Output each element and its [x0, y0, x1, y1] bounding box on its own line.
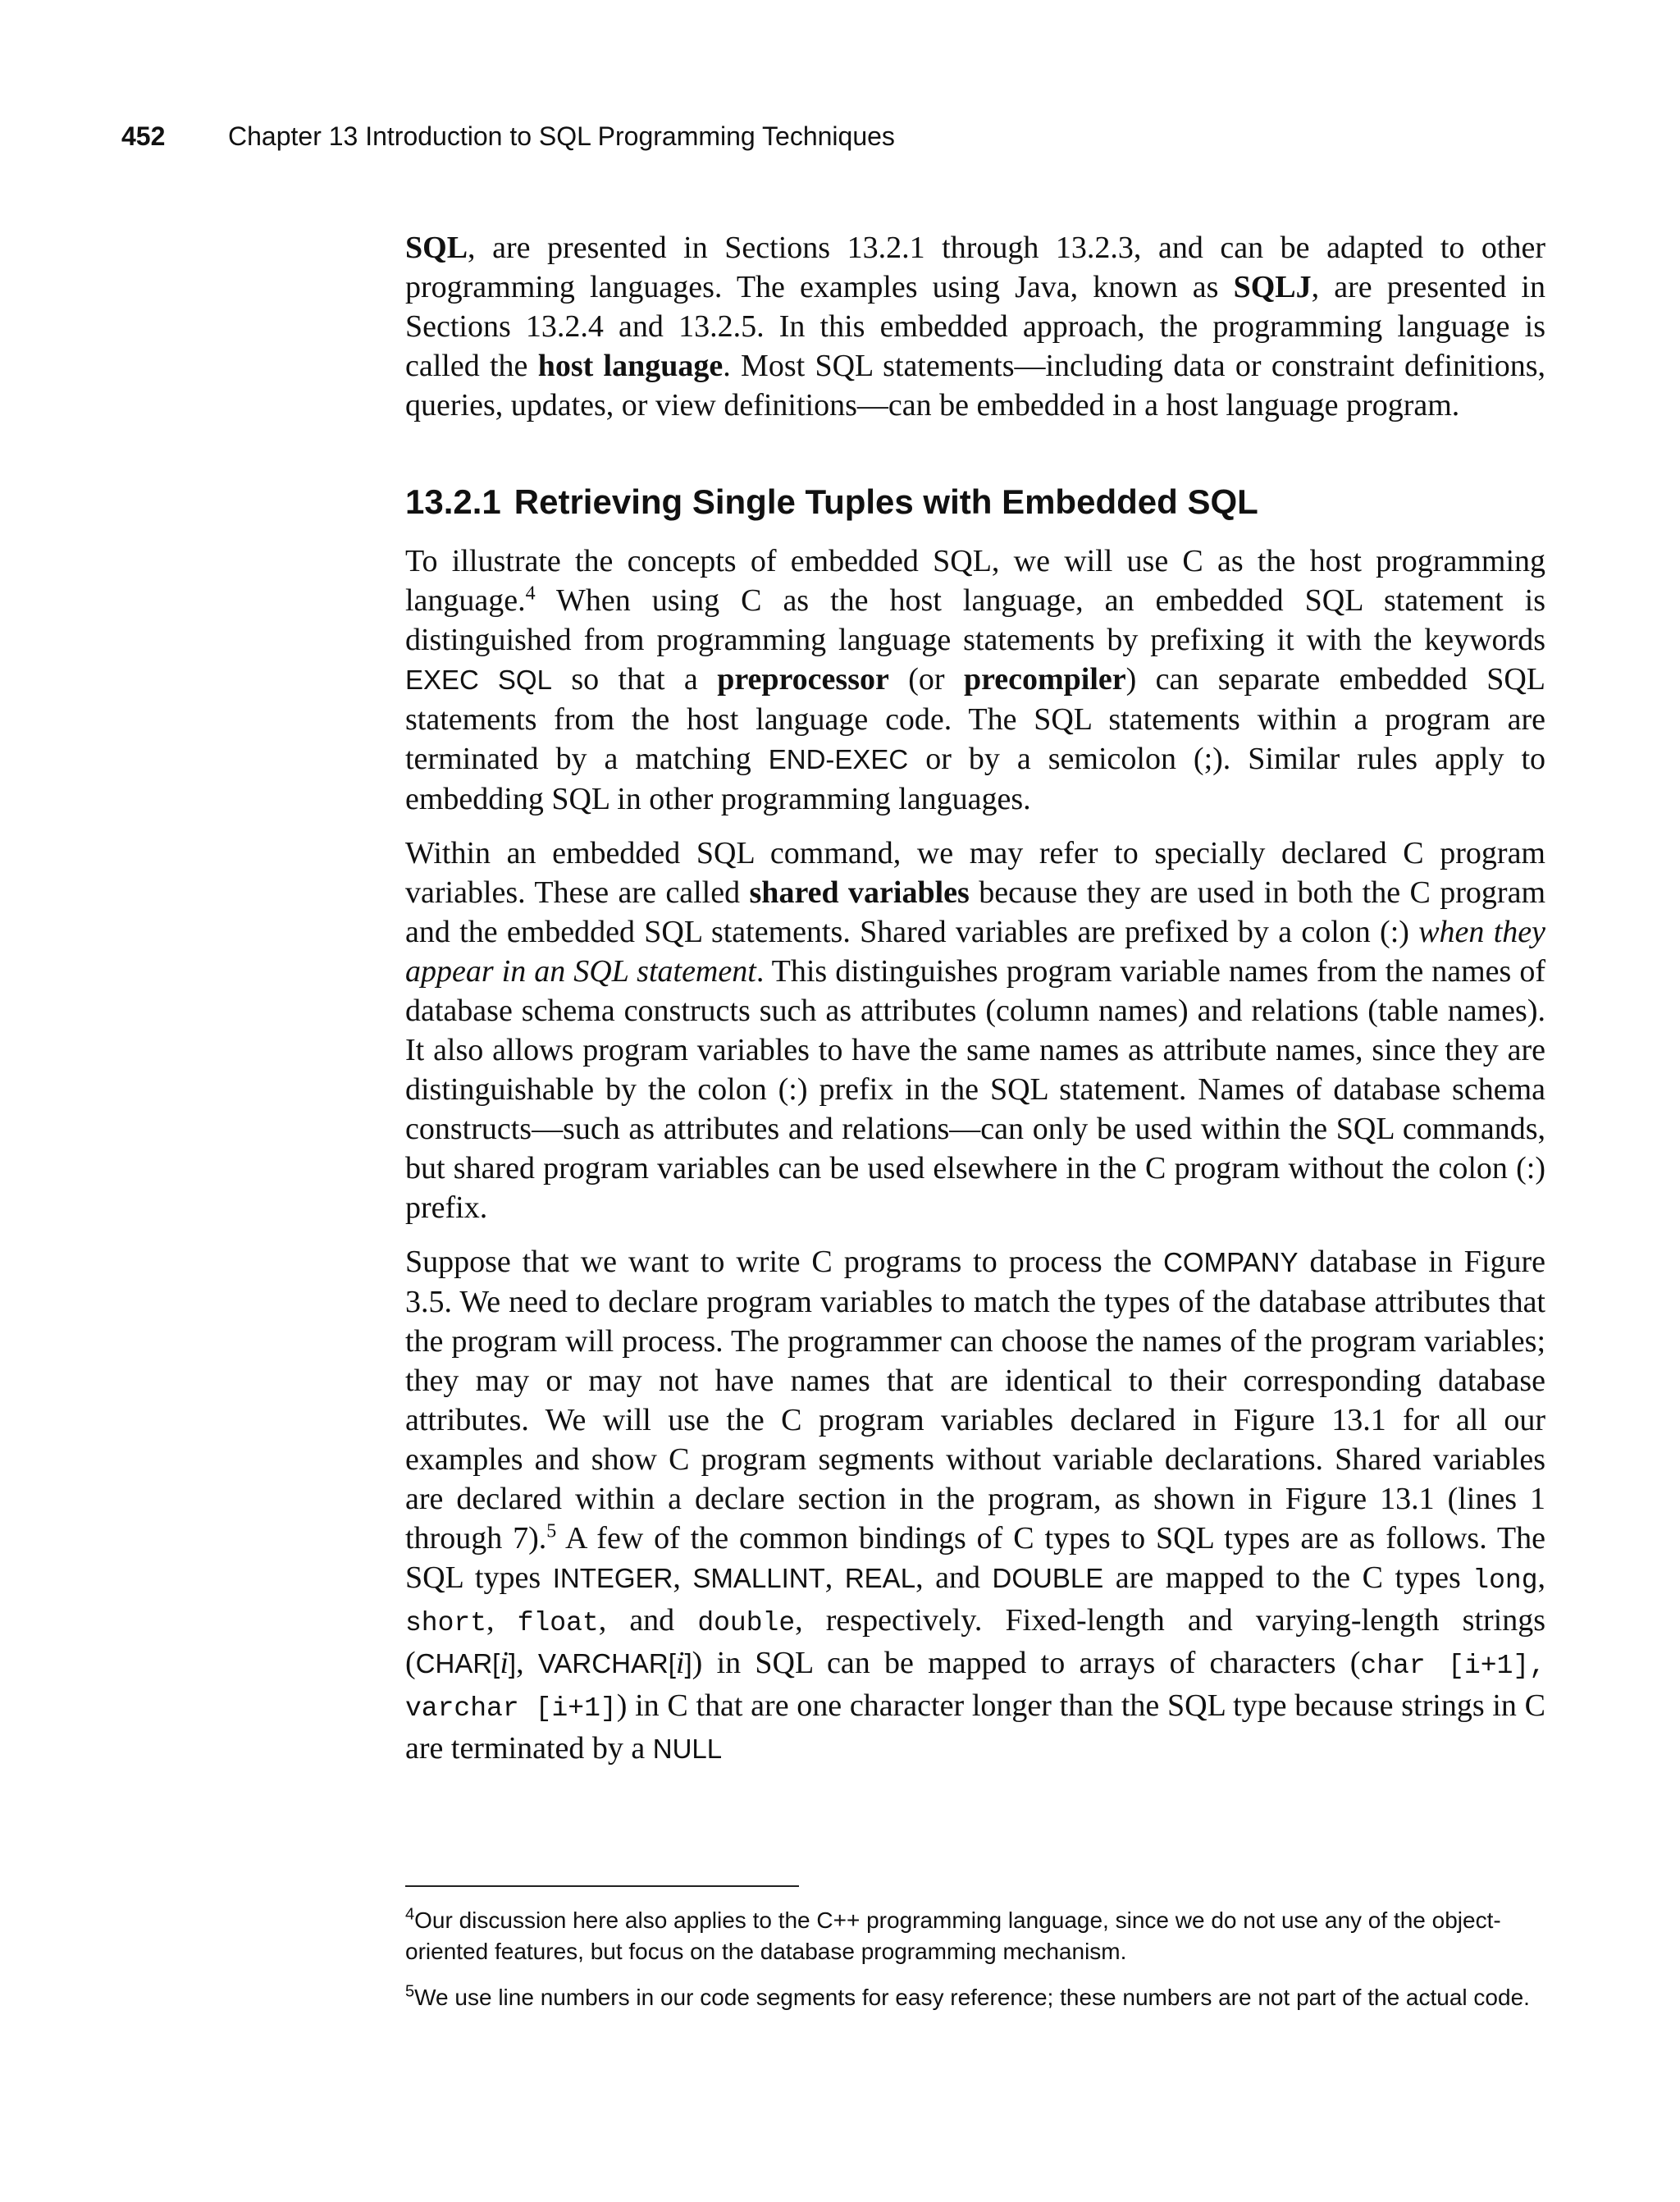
section-number: 13.2.1 — [405, 482, 501, 521]
text-run: database in Figure 3.5. We need to declare program variables to match the types of the database attributes that the program will process. The programmer can choose the names of the program variables; they may or may not have names that are identical to their corresponding database attributes. We will use the C program variables declared in Figure 13.1 for all our examples and show C program segments without variable declarations. Shared variables are declared within a declare section in the program, as shown in Figure 13.1 (lines 1 through 7). — [405, 1245, 1545, 1556]
text-run: (or — [888, 662, 964, 697]
footnote-mark: 4 — [405, 1905, 415, 1924]
text-run: because they are used in both the C program and the embedded SQL statements. Shared variables are prefixed by a colon (:) — [405, 875, 1546, 949]
text-run: Within an embedded SQL command, we may refer to specially declared C program variables. These are called — [405, 836, 1545, 910]
keyword-varchar: VARCHAR[ — [537, 1648, 676, 1679]
term-host-language: host language — [537, 349, 724, 383]
text-run: , — [1537, 1560, 1546, 1595]
keyword-exec-sql: EXEC SQL — [405, 665, 552, 695]
text-run: , are presented in Sections 13.2.4 and 13.2.5. In this embedded approach, the programming language is called the — [405, 270, 1545, 383]
text-run: , — [486, 1603, 518, 1638]
footnotes — [405, 1905, 1545, 2028]
text-run: or by a semicolon (;). Similar rules apply to embedding SQL in other programming languages. — [405, 742, 1546, 816]
text-run: are mapped to the C types — [1103, 1560, 1473, 1595]
page-number: 452 — [121, 121, 166, 151]
keyword-char-close: ] — [508, 1648, 517, 1679]
footnote-text: We use line numbers in our code segments for easy reference; these numbers are not part of the actual code. — [414, 1985, 1530, 2010]
text-run: Suppose that we want to write C programs to process the — [405, 1245, 1164, 1279]
code-char-arrays: char [i+1], varchar [i+1] — [405, 1651, 1545, 1724]
text-run: so that a — [551, 662, 718, 697]
footnote-text: Our discussion here also applies to the C++ programming language, since we do not use any of the object-oriented features, but focus on the database programming mechanism. — [405, 1907, 1501, 1964]
paragraph-shared-variables — [405, 834, 1545, 1227]
keyword-integer: INTEGER — [552, 1563, 673, 1593]
footnote-5 — [405, 1982, 1545, 2013]
text-run: To illustrate the concepts of embedded SQL, we will use C as the host programming language. — [405, 544, 1545, 618]
body-text — [405, 228, 1545, 1784]
text-run: , respectively. Fixed-length and varying-length strings ( — [405, 1603, 1545, 1680]
footnote-ref-4[interactable]: 4 — [525, 582, 536, 605]
emphasis-sql-statement: when they appear in an SQL statement — [405, 915, 1545, 989]
paragraph-embedded-sql — [405, 541, 1545, 819]
section-title: Retrieving Single Tuples with Embedded SQL — [514, 482, 1258, 521]
text-run: , and — [915, 1560, 993, 1595]
keyword-real: REAL — [844, 1563, 916, 1593]
footnote-mark: 5 — [405, 1982, 415, 2001]
variable-i: i — [500, 1646, 509, 1680]
text-run: ) in SQL can be mapped to arrays of characters ( — [692, 1646, 1361, 1680]
text-run: . This distinguishes program variable names from the names of database schema constructs such as attributes (column names) and relations (table names). It also allows program variables to have the same names as attribute names, since they are distinguishable by the colon (:) prefix in the SQL statement. Names of database schema constructs—such as attributes and relations—can only be used within the SQL commands, but shared program variables can be used elsewhere in the C program without the colon (:) prefix. — [405, 954, 1545, 1225]
text-run: , — [824, 1560, 845, 1595]
text-run: , — [516, 1646, 538, 1680]
section-heading — [405, 481, 1545, 523]
keyword-end-exec: END-EXEC — [768, 744, 909, 774]
variable-i: i — [675, 1646, 685, 1680]
text-run: ) can separate embedded SQL statements from the host language code. The SQL statements within a program are terminated by a matching — [405, 662, 1546, 776]
text-run: , are presented in Sections 13.2.1 through 13.2.3, and can be adapted to other programming languages. The examples using Java, known as — [405, 231, 1545, 304]
intro-paragraph — [405, 228, 1545, 425]
code-double: double — [697, 1608, 796, 1638]
code-long: long — [1472, 1565, 1538, 1596]
footnote-ref-5[interactable]: 5 — [546, 1520, 557, 1542]
text-run: . Most SQL statements—including data or constraint definitions, queries, updates, or view definitions—can be embedded in a host language program. — [405, 349, 1545, 423]
keyword-smallint: SMALLINT — [692, 1563, 825, 1593]
keyword-null: NULL — [652, 1734, 723, 1764]
term-preprocessor: preprocessor — [717, 662, 889, 697]
code-short: short — [405, 1608, 487, 1638]
keyword-varchar-close: ] — [684, 1648, 692, 1679]
term-sqlj: SQLJ — [1233, 270, 1312, 304]
term-precompiler: precompiler — [963, 662, 1126, 697]
text-run: When using C as the host language, an embedded SQL statement is distinguished from programming language statements by prefixing it with the keywords — [405, 583, 1545, 657]
chapter-title: Chapter 13 Introduction to SQL Programming Techniques — [228, 121, 895, 151]
keyword-char: CHAR[ — [415, 1648, 500, 1679]
paragraph-type-bindings — [405, 1242, 1545, 1769]
footnote-divider — [405, 1885, 799, 1887]
text-run: ) in C that are one character longer than the SQL type because strings in C are terminated by a — [405, 1688, 1545, 1766]
running-head — [121, 120, 895, 153]
footnote-4 — [405, 1905, 1545, 1967]
text-run: , — [673, 1560, 693, 1595]
term-shared-variables: shared variables — [749, 875, 970, 910]
term-sql: SQL — [405, 231, 468, 265]
text-run: A few of the common bindings of C types to SQL types are as follows. The SQL types — [405, 1521, 1545, 1595]
code-float: float — [517, 1608, 599, 1638]
keyword-company: COMPANY — [1163, 1247, 1299, 1277]
keyword-double: DOUBLE — [992, 1563, 1104, 1593]
text-run: , and — [598, 1603, 698, 1638]
